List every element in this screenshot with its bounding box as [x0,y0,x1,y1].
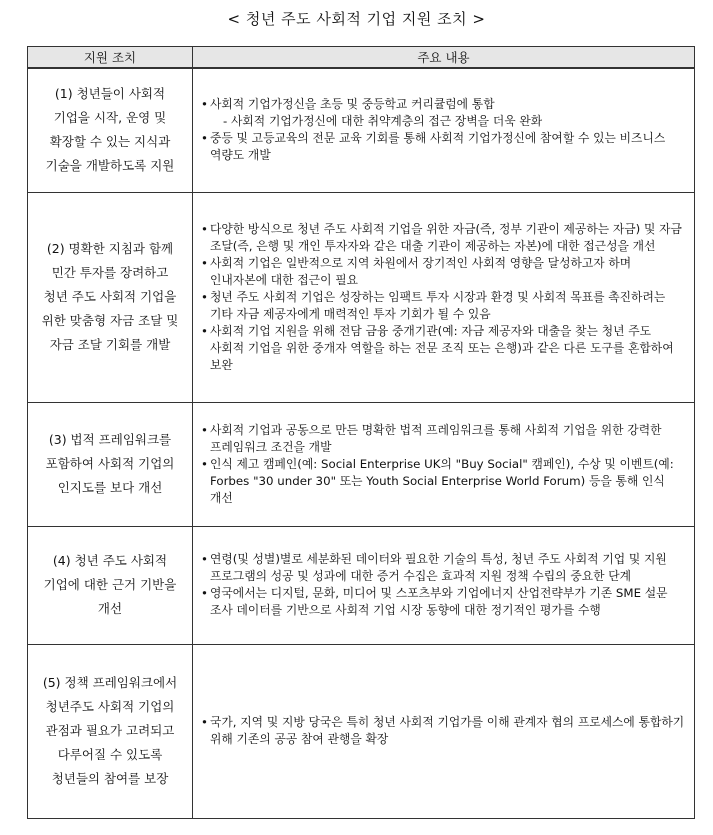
bullet-item [201,714,688,748]
bullet-icon: • [201,586,208,600]
bullet-icon: • [201,323,208,338]
table-row [28,192,695,402]
content-cell [193,526,695,644]
bullet-icon: • [201,456,208,471]
measures-table [27,46,695,819]
bullet-item [201,130,688,164]
bullet-icon: • [201,715,208,729]
bullet-item [201,289,688,323]
bullet-item [201,255,688,289]
header-content: 주요 내용 [193,47,695,69]
bullet-text: 청년 주도 사회적 기업은 성장하는 임팩트 투자 시장과 환경 및 사회적 목표를 촉진하려는 기타 자금 제공자에게 매력적인 투자 기회가 될 수 있음 [210,289,666,321]
table-row [28,644,695,818]
table-row [28,68,695,192]
measure-text: (4) 청년 주도 사회적 기업에 대한 근거 기반을 개선 [43,553,177,616]
measure-cell [28,402,193,526]
bullet-icon: • [201,422,208,437]
bullet-text: 중등 및 고등교육의 전문 교육 기회를 통해 사회적 기업가정신에 참여할 수 있는 비즈니스 역량도 개발 [210,131,666,163]
content-cell [193,192,695,402]
bullet-icon: • [201,255,208,270]
bullet-item [201,323,688,374]
measure-text: (5) 정책 프레임워크에서 청년주도 사회적 기업의 관점과 필요가 고려되고 다루어질 수 있도록 청년들의 참여를 보장 [42,675,178,786]
bullet-item [201,422,688,456]
bullet-item [201,96,688,113]
measure-text: (2) 명확한 지침과 함께 민간 투자를 장려하고 청년 주도 사회적 기업을 위한 맞춤형 자금 조달 및 자금 조달 기회를 개발 [41,241,179,352]
measure-text: (1) 청년들이 사회적 기업을 시작, 운영 및 확장할 수 있는 지식과 기술을 개발하도록 지원 [45,86,175,174]
bullet-text: 영국에서는 디지털, 문화, 미디어 및 스포츠부와 기업에너지 산업전략부가 기존 SME 설문 조사 데이터를 기반으로 사회적 기업 시장 동향에 대한 정기적인 평가를 수행 [210,586,668,617]
bullet-item [201,456,688,507]
page-title: < 청년 주도 사회적 기업 지원 조치 > [227,10,486,28]
sub-item: - 사회적 기업가정신에 대한 취약계층의 접근 장벽을 더욱 완화 [223,114,543,129]
bullet-text: 연령(및 성별)별로 세분화된 데이터와 필요한 기술의 특성, 청년 주도 사회적 기업 및 지원 프로그램의 성공 및 성과에 대한 증거 수집은 효과적 지원 정책 수립의 중요한 단계 [210,552,667,583]
bullet-icon: • [201,131,208,146]
bullet-text: 사회적 기업 지원을 위해 전담 금융 중개기관(예: 자금 제공자와 대출을 찾는 청년 주도 사회적 기업을 위한 중개자 역할을 하는 전문 조직 또는 은행)과 같은 다른 도구를 혼합하여 보완 [210,323,674,372]
table-row [28,526,695,644]
bullet-icon: • [201,97,208,112]
bullet-text: 사회적 기업은 일반적으로 지역 차원에서 장기적인 사회적 영향을 달성하고자 하며 인내자본에 대한 접근이 필요 [210,255,632,287]
bullet-icon: • [201,289,208,304]
measure-cell [28,192,193,402]
measure-text: (3) 법적 프레임워크를 포함하여 사회적 기업의 인지도를 보다 개선 [45,432,175,495]
bullet-icon: • [201,221,208,236]
bullet-text: 사회적 기업가정신을 초등 및 중등학교 커리큘럼에 통합 [210,97,495,112]
content-cell [193,68,695,192]
bullet-icon: • [201,552,208,566]
bullet-text: 사회적 기업과 공동으로 만든 명확한 법적 프레임워크를 통해 사회적 기업을 위한 강력한 프레임워크 조건을 개발 [210,422,662,454]
measure-cell [28,68,193,192]
bullet-item [201,585,688,619]
bullet-text: 국가, 지역 및 지방 당국은 특히 청년 사회적 기업가를 이해 관계자 협의 프로세스에 통합하기 위해 기존의 공공 참여 관행을 확장 [210,715,685,746]
content-cell [193,644,695,818]
bullet-item [201,551,688,585]
table-header-row [28,47,695,69]
bullet-text: 다양한 방식으로 청년 주도 사회적 기업을 위한 자금(즉, 정부 기관이 제공하는 자금) 및 자금 조달(즉, 은행 및 개인 투자자와 같은 대출 기관이 제공하는 자본)에 대한 접근성을 개선 [210,221,682,253]
content-cell [193,402,695,526]
bullet-text: 인식 제고 캠페인(예: Social Enterprise UK의 "Buy Social" 캠페인), 수상 및 이벤트(예: Forbes "30 under 30" 또는 Youth Social Enterprise World Forum) 등을 통해 인식 개선 [210,456,674,505]
table-row [28,402,695,526]
bullet-item [201,221,688,255]
measure-cell [28,526,193,644]
header-measure: 지원 조치 [28,47,193,69]
measure-cell [28,644,193,818]
